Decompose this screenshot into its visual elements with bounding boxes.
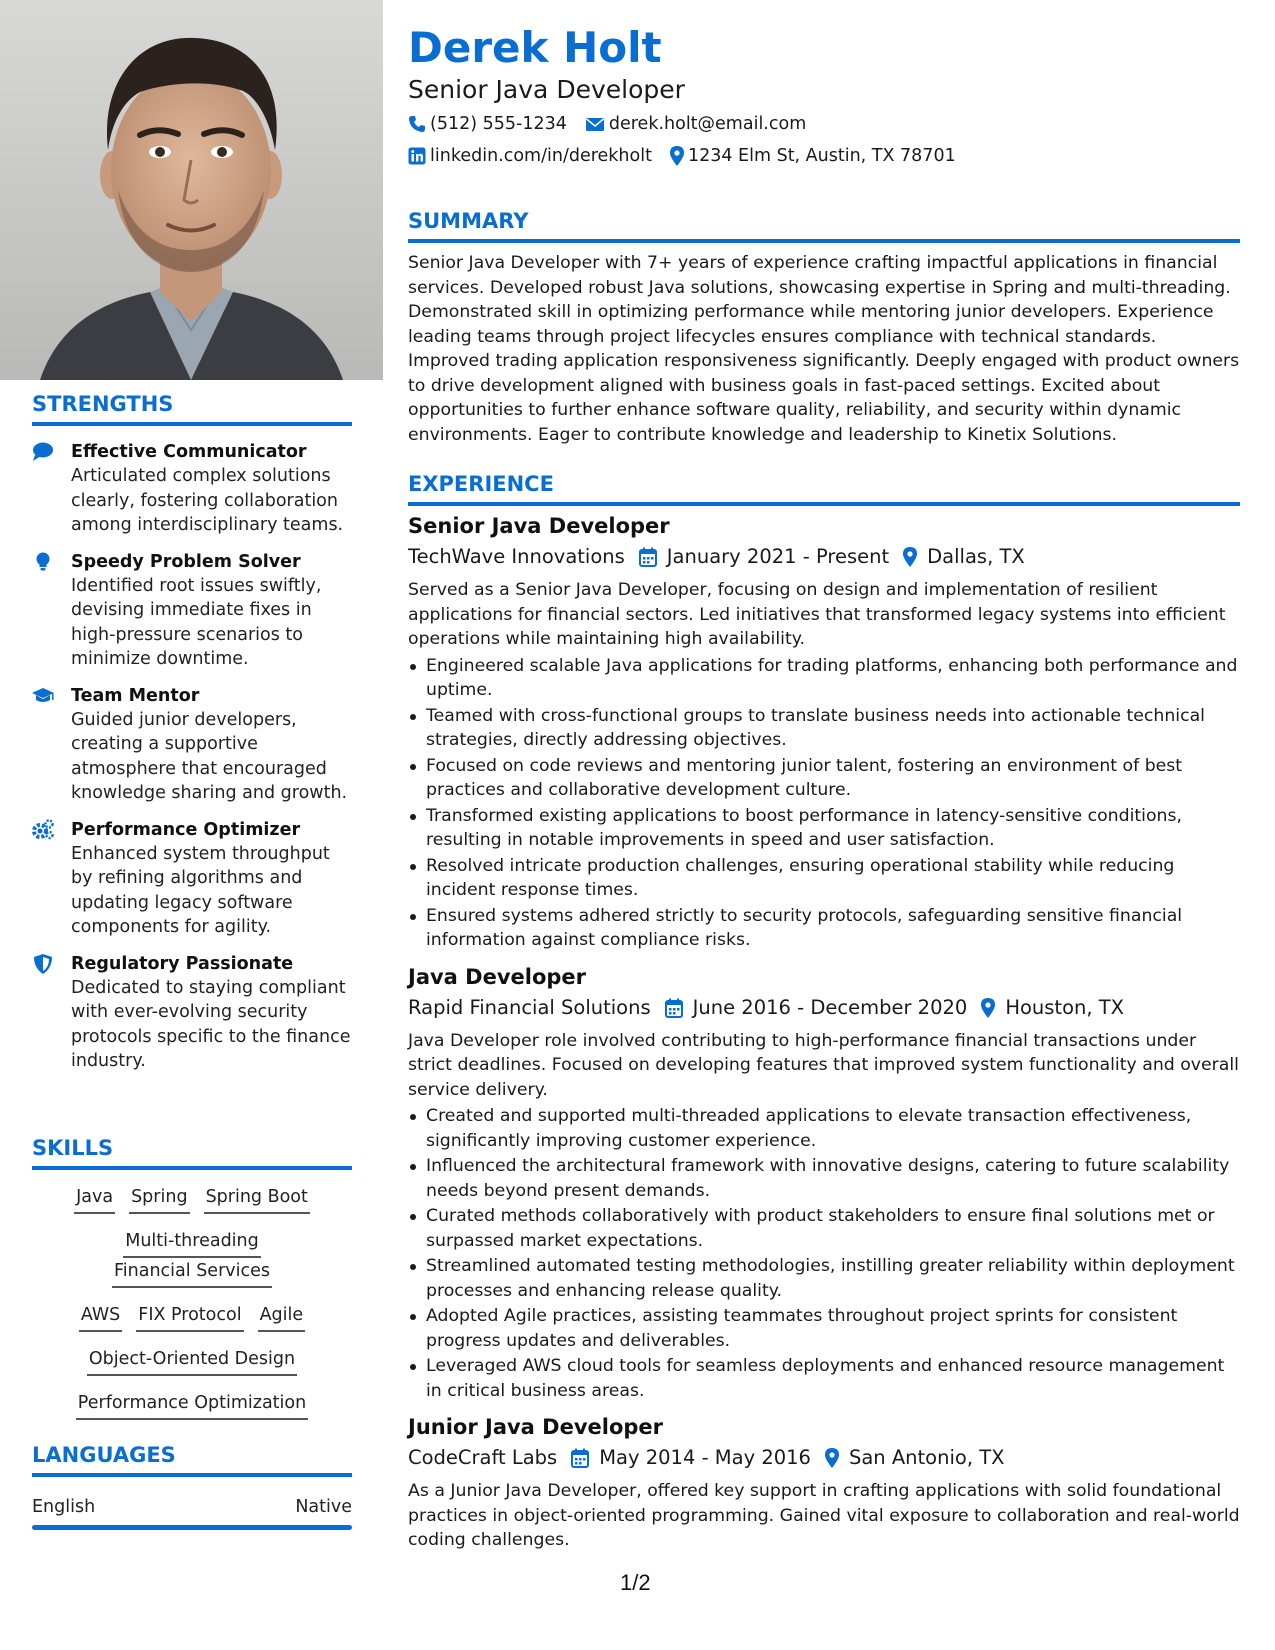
summary-text: Senior Java Developer with 7+ years of experience crafting impactful applications in financial services. Developed robust Java solutions, showcasing expertise in Spring and multi-threading. Demonstrated skill in optimizing performance while mentoring junior developers. Experience leading teams through project lifecycles ensures compliance with technical standards. Improved trading application responsiveness significantly. Deeply engaged with product owners to drive development aligned with business goals in fast-paced settings. Excited about opportunities to further enhance software quality, reliability, and security within dynamic environments. Eager to contribute knowledge and leadership to Kinetix Solutions.: [408, 253, 1240, 445]
job-bullet: Streamlined automated testing methodologies, instilling greater reliability within deployment processes and enhancing release quality.: [408, 1254, 1240, 1303]
job-location: Houston, TX: [1005, 995, 1125, 1019]
gears-icon: [32, 819, 54, 841]
job-dates: June 2016 - December 2020: [692, 995, 968, 1019]
skill-tag: Java: [74, 1184, 115, 1214]
email-text: derek.holt@email.com: [608, 114, 807, 134]
strength-text: Guided junior developers, creating a supportive atmosphere that encouraged knowledge sharing and growth.: [71, 709, 348, 803]
email-contact[interactable]: [585, 114, 806, 134]
skill-tag: Agile: [258, 1302, 306, 1332]
address-contact: [670, 146, 956, 166]
language-name: English: [32, 1497, 96, 1517]
job-title: Senior Java Developer: [408, 514, 670, 538]
job-entry: [408, 963, 1240, 1404]
strength-title: Regulatory Passionate: [71, 953, 294, 974]
job-meta: [408, 542, 1240, 572]
lightbulb-icon: [32, 551, 54, 573]
job-title: Java Developer: [408, 964, 587, 989]
strengths-section: [32, 392, 352, 1074]
language-proficiency-bar: [32, 1525, 352, 1530]
skill-tag: FIX Protocol: [136, 1302, 243, 1332]
strength-item: [32, 550, 352, 672]
shield-icon: [32, 953, 54, 975]
phone-contact: [408, 114, 567, 134]
strength-item: [32, 440, 352, 538]
phone-text: (512) 555-1234: [430, 114, 567, 134]
skill-tag: Performance Optimization: [76, 1390, 308, 1420]
skill-tag: Object-Oriented Design: [87, 1346, 297, 1376]
graduation-cap-icon: [32, 685, 54, 707]
strength-item: [32, 818, 352, 940]
skill-tag: Spring: [129, 1184, 189, 1214]
profile-photo: [0, 0, 383, 380]
strength-item: [32, 952, 352, 1074]
company-name: CodeCraft Labs: [408, 1446, 558, 1469]
skill-tag: Spring Boot: [204, 1184, 310, 1214]
calendar-icon: [665, 998, 683, 1018]
skill-tag: AWS: [79, 1302, 122, 1332]
language-level: Native: [295, 1497, 352, 1517]
job-bullet: Leveraged AWS cloud tools for seamless deployments and enhanced resource management in critical business areas.: [408, 1354, 1240, 1403]
job-location: Dallas, TX: [927, 545, 1025, 568]
contact-line-1: [408, 114, 824, 134]
strengths-heading: STRENGTHS: [32, 392, 352, 426]
skills-section: [32, 1136, 352, 1420]
calendar-icon: [571, 1448, 589, 1468]
summary-heading: SUMMARY: [408, 209, 1240, 243]
strength-text: Identified root issues swiftly, devising immediate fixes in high-pressure scenarios to minimize downtime.: [71, 575, 322, 669]
candidate-title: Senior Java Developer: [408, 75, 685, 104]
job-meta: [408, 993, 1240, 1023]
job-bullet: Teamed with cross-functional groups to translate business needs into actionable technical strategies, directly addressing objectives.: [408, 704, 1240, 753]
contact-line-2: [408, 146, 974, 166]
strength-title: Team Mentor: [71, 685, 200, 706]
company-name: TechWave Innovations: [408, 545, 625, 568]
email-icon: [585, 116, 605, 132]
job-entry: [408, 1413, 1240, 1553]
experience-section: [408, 472, 1240, 1553]
location-pin-icon: [825, 1448, 839, 1468]
job-bullet: Adopted Agile practices, assisting teammates throughout project sprints for consistent progress updates and deliverables.: [408, 1304, 1240, 1353]
job-entry: [408, 512, 1240, 953]
strength-text: Enhanced system throughput by refining algorithms and updating legacy software components for agility.: [71, 843, 330, 937]
job-title: Junior Java Developer: [408, 1415, 664, 1439]
sidebar: [0, 0, 383, 1650]
strength-text: Dedicated to staying compliant with ever-evolving security protocols specific to the finance industry.: [71, 977, 351, 1071]
location-pin-icon: [670, 146, 684, 166]
candidate-name: Derek Holt: [408, 23, 662, 72]
skill-tag: Multi-threading: [123, 1228, 261, 1258]
skills-heading: SKILLS: [32, 1136, 352, 1170]
job-bullet: Curated methods collaboratively with product stakeholders to ensure final solutions met or surpassed market expectations.: [408, 1204, 1240, 1253]
job-bullet: Engineered scalable Java applications for trading platforms, enhancing both performance and uptime.: [408, 654, 1240, 703]
phone-icon: [408, 115, 426, 133]
page-number: 1/2: [620, 1570, 651, 1595]
job-bullet: Ensured systems adhered strictly to security protocols, safeguarding sensitive financial information against compliance risks.: [408, 904, 1240, 953]
job-bullet: Created and supported multi-threaded applications to elevate transaction effectiveness, significantly improving customer experience.: [408, 1104, 1240, 1153]
job-location: San Antonio, TX: [848, 1446, 1005, 1469]
job-dates: May 2014 - May 2016: [599, 1446, 811, 1469]
job-description: Java Developer role involved contributing to high-performance financial transactions under strict deadlines. Focused on developing features that improved system functionality and overall service delivery.: [408, 1030, 1239, 1100]
linkedin-text: linkedin.com/in/derekholt: [430, 146, 652, 166]
languages-section: [32, 1443, 352, 1530]
address-text: 1234 Elm St, Austin, TX 78701: [687, 146, 956, 166]
linkedin-contact[interactable]: [408, 146, 652, 166]
job-description: As a Junior Java Developer, offered key support in crafting applications with solid foundational practices in object-oriented programming. Gained vital exposure to collaboration and real-world coding challenges.: [408, 1481, 1240, 1550]
job-bullet: Transformed existing applications to boost performance in latency-sensitive conditions, resulting in notable improvements in speed and user satisfaction.: [408, 804, 1240, 853]
languages-heading: LANGUAGES: [32, 1443, 352, 1477]
strength-title: Performance Optimizer: [71, 819, 301, 840]
speech-bubble-icon: [32, 441, 54, 463]
skill-tag: Financial Services: [112, 1258, 272, 1288]
location-pin-icon: [903, 547, 917, 567]
linkedin-icon: [408, 147, 426, 165]
strength-title: Speedy Problem Solver: [71, 551, 301, 572]
job-bullet: Focused on code reviews and mentoring junior talent, fostering an environment of best practices and collaborative development culture.: [408, 754, 1240, 803]
language-row: [32, 1497, 352, 1517]
strength-title: Effective Communicator: [71, 442, 307, 462]
job-bullets: [408, 654, 1240, 953]
calendar-icon: [639, 547, 657, 567]
job-bullet: Influenced the architectural framework with innovative designs, catering to future scalability needs beyond present demands.: [408, 1154, 1240, 1203]
job-dates: January 2021 - Present: [666, 545, 890, 568]
strength-item: [32, 684, 352, 806]
job-description: Served as a Senior Java Developer, focusing on design and implementation of resilient applications for financial sectors. Led initiatives that transformed legacy systems into efficient operations while maintaining high availability.: [408, 580, 1226, 649]
skills-list: [32, 1184, 352, 1420]
job-bullet: Resolved intricate production challenges, ensuring operational stability while reducing incident response times.: [408, 854, 1240, 903]
location-pin-icon: [981, 998, 995, 1018]
strength-text: Articulated complex solutions clearly, fostering collaboration among interdisciplinary teams.: [71, 466, 344, 535]
summary-section: [408, 209, 1240, 447]
experience-heading: EXPERIENCE: [408, 472, 1240, 506]
company-name: Rapid Financial Solutions: [408, 995, 651, 1019]
job-meta: [408, 1443, 1240, 1473]
job-bullets: [408, 1104, 1240, 1403]
